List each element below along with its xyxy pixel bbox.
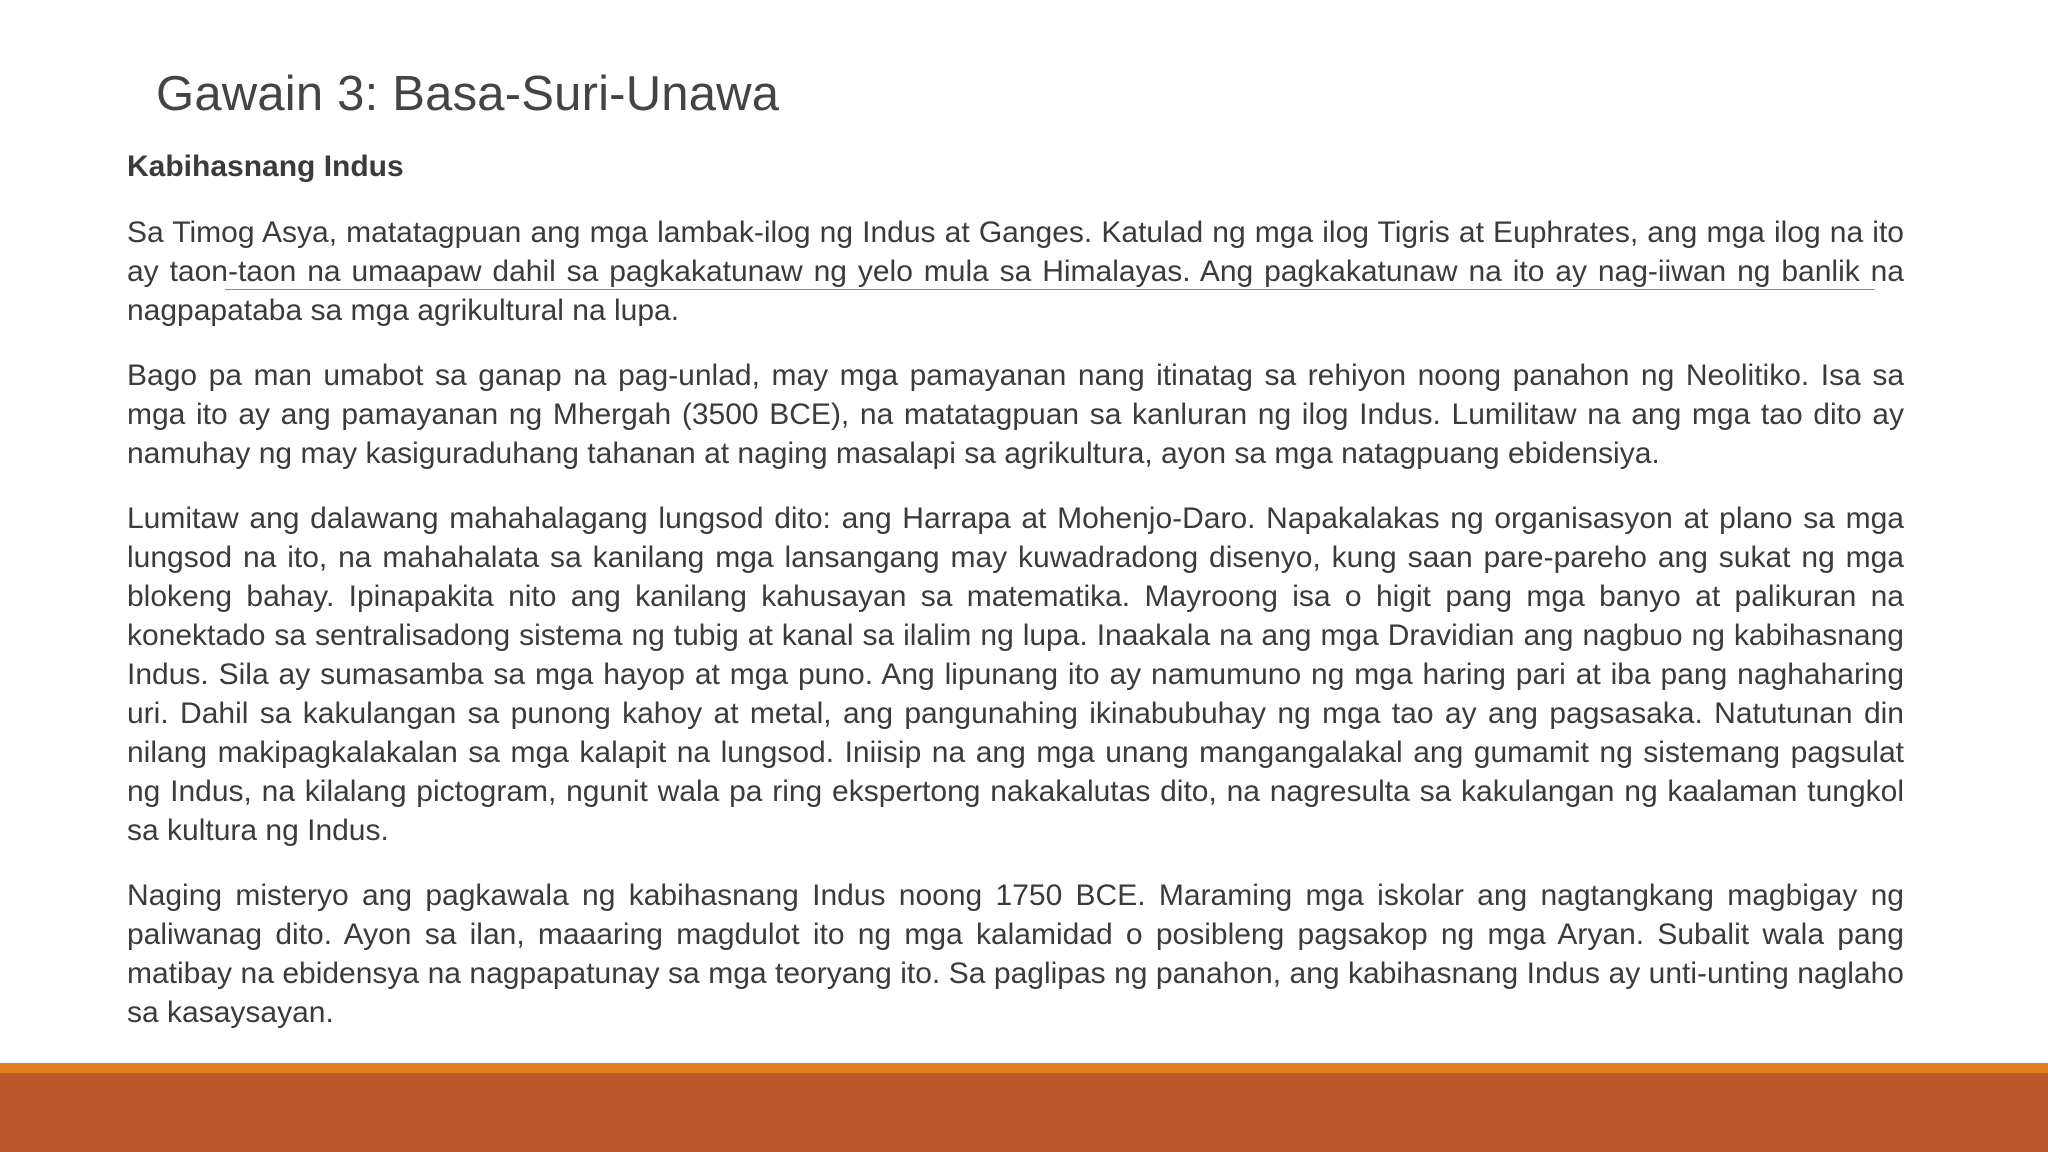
paragraph-2: Bago pa man umabot sa ganap na pag-unlad, may mga pamayanan nang itinatag sa rehiyon noong panahon ng Neolitiko. Isa sa mga ito ay ang pamayanan ng Mhergah (3500 BCE), na matatagpuan sa kanluran ng ilog Indus. Lumilitaw na ang mga tao dito ay namuhay ng may kasiguraduhang tahanan at naging masalapi sa agrikultura, ayon sa mga natagpuang ebidensiya. (127, 359, 1904, 470)
section-heading: Kabihasnang Indus (127, 150, 404, 183)
paragraph-1: Sa Timog Asya, matatagpuan ang mga lambak-ilog ng Indus at Ganges. Katulad ng mga ilog Tigris at Euphrates, ang mga ilog na ito ay taon-taon na umaapaw dahil sa pagkakatunaw ng yelo mula sa Himalayas. Ang pagkakatunaw na ito ay nag-iiwan ng banlik na nagpapataba sa mga agrikultural na lupa. (127, 216, 1904, 327)
footer-accent-stripe (0, 1063, 2048, 1073)
footer-band (0, 1073, 2048, 1152)
paragraph-4: Naging misteryo ang pagkawala ng kabihasnang Indus noong 1750 BCE. Maraming mga iskolar ang nagtangkang magbigay ng paliwanag dito. Ayon sa ilan, maaaring magdulot ito ng mga kalamidad o posibleng pagsakop ng mga Aryan. Subalit wala pang matibay na ebidensya na nagpapatunay sa mga teoryang ito. Sa paglipas ng panahon, ang kabihasnang Indus ay unti-unting naglaho sa kasaysayan. (127, 879, 1904, 1029)
paragraph-3: Lumitaw ang dalawang mahahalagang lungsod dito: ang Harrapa at Mohenjo-Daro. Napakalakas ng organisasyon at plano sa mga lungsod na ito, na mahahalata sa kanilang mga lansangang may kuwadradong disenyo, kung saan pare-pareho ang sukat ng mga blokeng bahay. Ipinapakita nito ang kanilang kahusayan sa matematika. Mayroong isa o higit pang mga banyo at palikuran na konektado sa sentralisadong sistema ng tubig at kanal sa ilalim ng lupa. Inaakala na ang mga Dravidian ang nagbuo ng kabihasnang Indus. Sila ay sumasamba sa mga hayop at mga puno. Ang lipunang ito ay namumuno ng mga haring pari at iba pang naghaharing uri. Dahil sa kakulangan sa punong kahoy at metal, ang pangunahing ikinabubuhay ng mga tao ay ang pagsasaka. Natutunan din nilang makipagkalakalan sa mga kalapit na lungsod. Iniisip na ang mga unang mangangalakal ang gumamit ng sistemang pagsulat ng Indus, na kilalang pictogram, ngunit wala pa ring ekspertong nakakalutas dito, na nagresulta sa kakulangan ng kaalaman tungkol sa kultura ng Indus. (127, 502, 1904, 847)
slide-body (127, 148, 1904, 1058)
slide-title: Gawain 3: Basa-Suri-Unawa (156, 67, 780, 121)
text-underline-rule (225, 289, 1875, 290)
